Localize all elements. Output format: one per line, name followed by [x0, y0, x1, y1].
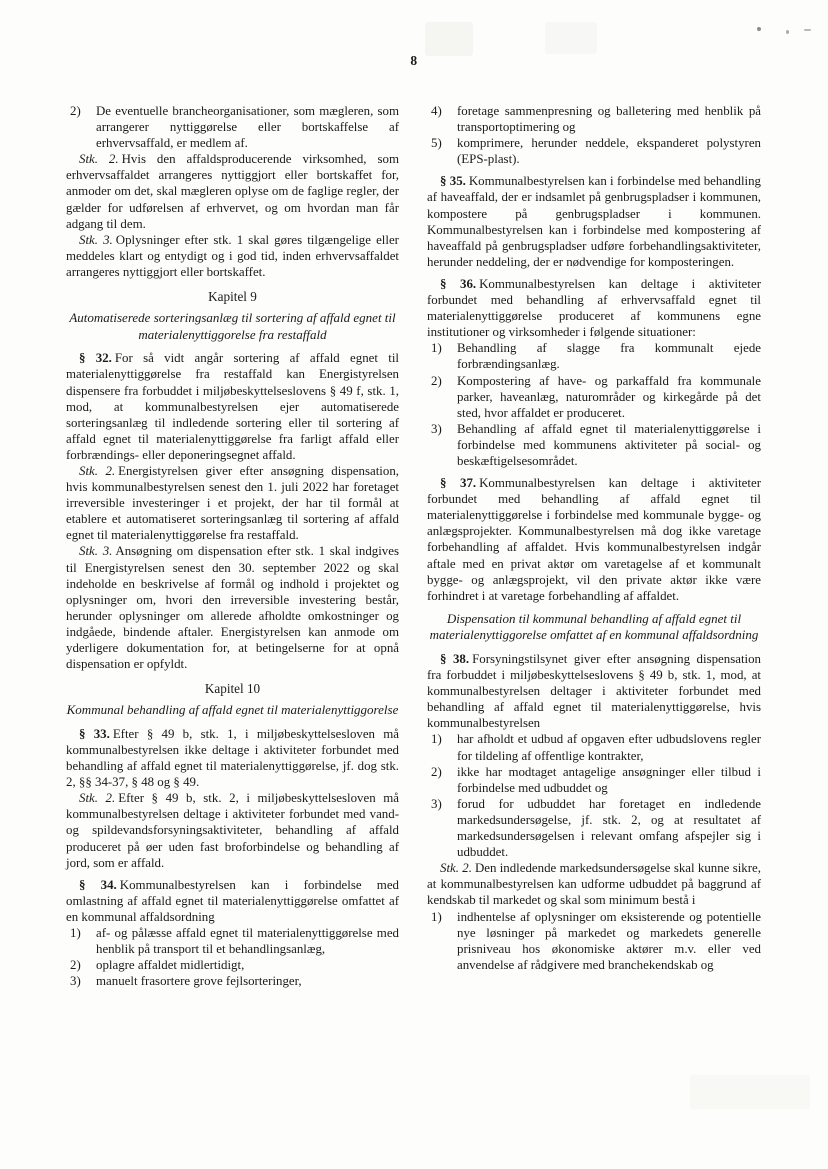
list-marker: 3): [70, 974, 81, 989]
list-marker: 4): [431, 104, 442, 118]
list-item: [427, 764, 761, 796]
list-item-text: Behandling af slagge fra kommunalt ejede forbrændingsanlæg.: [457, 341, 761, 372]
paragraph-text: Oplysninger efter stk. 1 skal gøres tilgængelige eller meddeles klart og entydigt og i god tid, inden erhvervsaffaldet arrangeres nyttiggjort eller bortskaffet.: [66, 232, 399, 279]
paragraph-text: Efter § 49 b, stk. 1, i miljøbeskyttelsesloven må kommunalbestyrelsen ikke deltage i aktiviteter forbundet med behandling af affald egnet til materialenyttiggørelse, jf. dog stk. 2, §§ 34-37, § 48 og § 49.: [66, 726, 399, 790]
list-item: [66, 925, 399, 957]
list-item: [66, 103, 399, 151]
section-number: § 36.: [440, 276, 477, 291]
list-item: [66, 957, 399, 973]
list-item: [427, 796, 761, 860]
stk-label: Stk. 3.: [79, 232, 113, 247]
right-column: [427, 103, 761, 973]
section-paragraph: [427, 173, 761, 270]
section-number: § 34.: [79, 877, 117, 892]
paragraph-text: Energistyrelsen giver efter ansøgning dispensation, hvis kommunalbestyrelsen senest den 1. juli 2022 har foretaget irreversible investeringer i et projekt, der har til formål at etablere et automatiseret sorteringsanlæg til sortering af affald egnet til materialenyttiggørelse fra restaffald.: [66, 463, 399, 543]
stk-paragraph: [66, 151, 399, 231]
list-marker: 2): [431, 764, 442, 779]
list-marker: 3): [431, 421, 442, 436]
section-paragraph: [427, 276, 761, 340]
section-number: § 37.: [440, 476, 477, 491]
paragraph-text: Kommunalbestyrelsen kan deltage i aktiviteter forbundet med behandling af affald egnet til materialenyttiggørelse i forbindelse med kommunale bygge- og anlægsprojekter. Kommunalbestyrelsen må dog ikke varetage forbehandling af affaldet. Hvis kommunalbestyrelsen indgår aftale med en privat aktør om varetagelse af et kommunalt bygge- og anlægsprojekt, vil den private aktør ikke være forhindret i at varetage forbehandling af affaldet.: [427, 476, 761, 603]
list-marker: 1): [431, 732, 442, 747]
paragraph-text: Efter § 49 b, stk. 2, i miljøbeskyttelsesloven må kommunalbestyrelsen deltage i aktiviteter forbundet med vand- og spildevandsforsyningsaktiviteter, behandling af affald produceret på øer uden fast broforbindelse og behandling af jord, som er affald.: [66, 791, 399, 870]
section-paragraph: [427, 651, 761, 731]
stk-paragraph: [66, 463, 399, 543]
stk-paragraph: [66, 543, 399, 672]
list-marker: 3): [431, 796, 442, 811]
list-item: [427, 731, 761, 763]
paragraph-text: Kommunalbestyrelsen kan i forbindelse med behandling af haveaffald, der er indsamlet på genbrugspladser i kommunen, kompostere på genbrugspladser i kommunen. Kommunalbestyrelsen kan i forbindelse med kompostering af haveaffald på genbrugspladser udføre forbehandlingsaktiviteter, herunder neddeling, der er nødvendige for komposteringen.: [427, 174, 761, 269]
section-number: § 32.: [79, 351, 112, 366]
paragraph-text: Forsyningstilsynet giver efter ansøgning dispensation fra forbuddet i miljøbeskyttelseslovens § 49 b, stk. 1, mod, at kommunalbestyrelsen deltager i aktiviteter forbundet med behandling af affald egnet til materialenyttiggørelse, hvis kommunalbestyrelsen: [427, 652, 762, 731]
scan-shading: [545, 22, 597, 54]
chapter-subtitle: Kommunal behandling af affald egnet til materialenyttiggorelse: [66, 702, 399, 718]
list-item-text: af- og pålæsse affald egnet til materialenyttiggørelse med henblik på transport til et behandlingsanlæg,: [96, 926, 399, 957]
scan-speck: [804, 29, 811, 31]
list-marker: 1): [431, 909, 442, 924]
scan-speck: [786, 30, 789, 34]
list-item-text: Kompostering af have- og parkaffald fra kommunale parker, haveanlæg, naturområder og kirkegårde på det sted, hvor affaldet er produceret.: [457, 373, 761, 420]
scan-shading: [425, 22, 473, 56]
stk-label: Stk. 2.: [79, 791, 116, 806]
section-number: § 33.: [79, 726, 110, 741]
scan-speck: [757, 27, 761, 31]
list-marker: 2): [431, 373, 442, 388]
list-item: [427, 135, 761, 167]
paragraph-text: For så vidt angår sortering af affald egnet til materialenyttiggørelse fra restaffald kan Energistyrelsen dispensere fra forbuddet i miljøbeskyttelseslovens § 49 f, stk. 1, mod, at kommunalbestyrelsen ejer automatiserede sorteringsanlæg til indledende sortering eller til sortering af affald egnet til materialenyttiggørelse fra farligt affald eller forbrændings- eller deponeringsegnet affald.: [66, 351, 399, 462]
section-number: § 35.: [440, 174, 466, 189]
list-item-text: ikke har modtaget antagelige ansøgninger eller tilbud i forbindelse med udbuddet og: [457, 764, 761, 795]
list-item-text: oplagre affaldet midlertidigt,: [96, 958, 245, 973]
list-item-text: Behandling af affald egnet til materialenyttiggørelse i forbindelse med kommunens aktiviteter på social- og beskæftigelsesområdet.: [457, 421, 761, 468]
list-item: [427, 909, 761, 973]
list-item-text: manuelt frasortere grove fejlsorteringer,: [96, 974, 302, 989]
stk-label: Stk. 3.: [79, 544, 113, 559]
chapter-heading: Kapitel 10: [204, 681, 261, 697]
paragraph-text: Ansøgning om dispensation efter stk. 1 skal indgives til Energistyrelsen senest den 30. september 2022 og skal indeholde en beskrivelse af formål og indhold i projektet og oplysninger om, hvori den irreversible investering består, herunder oplysninger om allerede afholdte omkostninger og indgåede, bindende aftaler. Energistyrelsen kan anmode om yderligere dokumentation for, at betingelserne for at opnå dispensation er opfyldt.: [66, 544, 399, 672]
subsection-subtitle: Dispensation til kommunal behandling af affald egnet til materialenyttiggorelse omfattet af en kommunal affaldsordning: [429, 610, 759, 643]
list-item: [66, 973, 399, 989]
left-column: [66, 103, 399, 989]
section-paragraph: [66, 877, 399, 925]
list-item-text: forud for udbuddet har foretaget en indledende markedsundersøgelse, jf. stk. 2, og at resultatet af markedsundersøgelsen i relevant omfang afspejler sig i udbuddet.: [457, 796, 761, 860]
paragraph-text: Den indledende markedsundersøgelse skal kunne sikre, at kommunalbestyrelsen kan udforme udbuddet på baggrund af kendskab til markedet og skal som minimum bestå i: [427, 861, 761, 908]
stk-label: Stk. 2.: [79, 152, 119, 167]
stk-paragraph: [427, 860, 761, 908]
section-paragraph: [66, 726, 399, 790]
list-item: [427, 421, 761, 469]
list-item-text: foretage sammenpresning og balletering med henblik på transportoptimering og: [457, 104, 761, 135]
stk-label: Stk. 2.: [440, 861, 472, 876]
chapter-subtitle: Automatiserede sorteringsanlæg til sortering af affald egnet til materialenyttiggorelse fra restaffald: [69, 310, 396, 342]
list-item: [427, 340, 761, 372]
stk-paragraph: [66, 790, 399, 870]
paragraph-text: Hvis den affaldsproducerende virksomhed, som erhvervsaffaldet arrangeres nyttiggjort eller bortskaffet for, anmoder om det, skal mægleren oplyse om de faglige regler, der gælder for udførelsen af erhvervet, og om hvordan man får adgang til dem.: [66, 152, 399, 231]
section-paragraph: [427, 475, 761, 604]
chapter-heading: Kapitel 9: [208, 289, 257, 305]
list-marker: 5): [431, 136, 442, 151]
list-marker: 1): [431, 341, 442, 356]
scan-shading: [690, 1075, 810, 1109]
list-item: [427, 373, 761, 421]
list-item-text: De eventuelle brancheorganisationer, som mægleren, som arrangerer nyttiggørelse eller bortskaffelse af erhvervsaffald, er medlem af.: [96, 104, 399, 151]
paragraph-text: Kommunalbestyrelsen kan i forbindelse med omlastning af affald egnet til materialenyttiggørelse omfattet af en kommunal affaldsordning: [66, 877, 400, 924]
page-number: 8: [410, 53, 418, 68]
list-item-text: indhentelse af oplysninger om eksisterende og potentielle nye løsninger på markedet og markedets generelle prisniveau hos økonomiske aktører m.v. eller ved anvendelse af rådgivere med branchekendskab og: [457, 909, 761, 972]
list-marker: 2): [70, 958, 81, 973]
list-item-text: komprimere, herunder neddele, ekspanderet polystyren (EPS-plast).: [457, 136, 761, 167]
stk-label: Stk. 2.: [79, 463, 116, 478]
list-marker: 1): [70, 926, 81, 940]
paragraph-text: Kommunalbestyrelsen kan deltage i aktiviteter forbundet med behandling af erhvervsaffald egnet til materialenyttiggørelse produceret af kommunens egne institutioner og virksomheder i følgende situationer:: [427, 276, 761, 340]
section-paragraph: [66, 350, 399, 463]
section-number: § 38.: [440, 652, 470, 666]
list-item-text: har afholdt et udbud af opgaven efter udbudslovens regler for tildeling af offentlige kontrakter,: [457, 732, 761, 763]
stk-paragraph: [66, 232, 399, 280]
list-marker: 2): [70, 104, 81, 118]
list-item: [427, 103, 761, 135]
